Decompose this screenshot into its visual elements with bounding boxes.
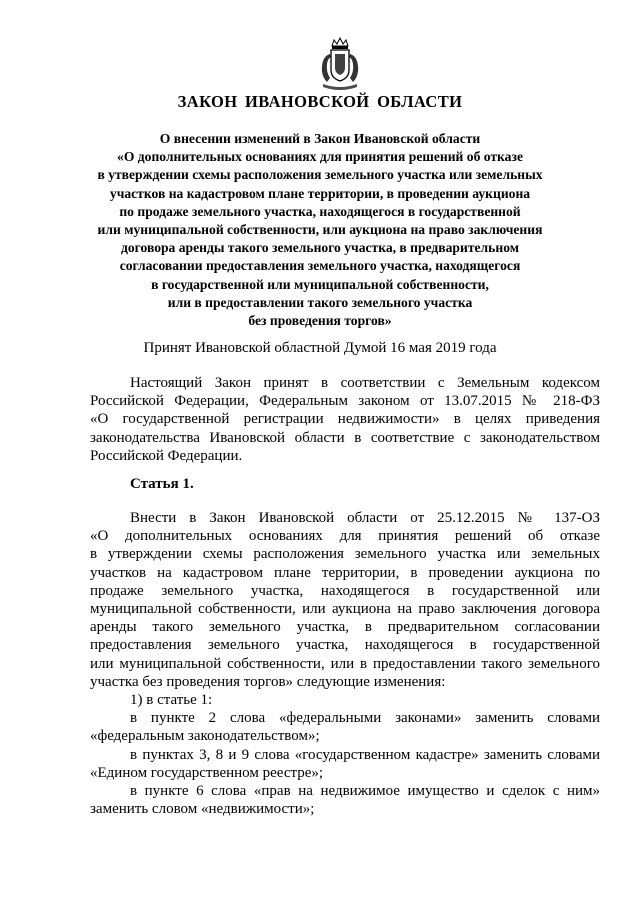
paragraph-line: в пункте 6 слова «прав на недвижимое имущество и сделок с ним»	[130, 783, 600, 800]
paragraph-line: продаже земельного участка, находящегося в государственной или	[90, 582, 600, 599]
paragraph-line: участка без проведения торгов» следующие изменения:	[90, 673, 446, 690]
law-title: ЗАКОН ИВАНОВСКОЙ ОБЛАСТИ	[177, 92, 463, 111]
subtitle-line: согласовании предоставления земельного участка, находящегося	[119, 258, 521, 274]
paragraph-line: законодательства Ивановской области в соответствие с законодательством	[90, 429, 600, 446]
paragraph-line: участков на кадастровом плане территории, в проведении аукциона по	[90, 564, 600, 581]
paragraph-line: в пунктах 3, 8 и 9 слова «государственном кадастре» заменить словами	[130, 746, 600, 763]
paragraph-line: предоставления земельного участка, находящегося в государственной	[90, 637, 600, 654]
law-subtitle	[60, 130, 580, 330]
subtitle-line: по продаже земельного участка, находящегося в государственной	[119, 203, 521, 219]
paragraph-line: муниципальной собственности, или аукциона на право заключения договора	[90, 601, 600, 618]
paragraph-line: Настоящий Закон принят в соответствии с Земельным кодексом	[130, 375, 600, 391]
article-heading: Статья 1.	[130, 476, 194, 492]
subtitle-line: в утверждении схемы расположения земельного участка или земельных	[97, 167, 543, 183]
subtitle-line: в государственной или муниципальной собственности,	[151, 276, 489, 292]
subtitle-line: «О дополнительных основаниях для принятия решений об отказе	[117, 149, 523, 165]
subtitle-line: участков на кадастровом плане территории, в проведении аукциона	[109, 185, 531, 201]
paragraph-line: аренды такого земельного участка, в предварительном согласовании	[90, 619, 600, 636]
adoption-note: Принят Ивановской областной Думой 16 мая 2019 года	[143, 340, 497, 356]
paragraph-line: в пункте 2 слова «федеральными законами» заменить словами	[130, 710, 600, 727]
paragraph-line: Российской Федерации.	[90, 447, 243, 464]
coat-of-arms-icon	[317, 36, 363, 92]
list-item: 1) в статье 1:	[130, 692, 213, 709]
paragraph-line: заменить словом «недвижимости»;	[90, 801, 315, 818]
paragraph-line: «О государственной регистрации недвижимости» в целях приведения	[90, 411, 600, 428]
intro-paragraph	[90, 374, 600, 465]
paragraph-line: в утверждении схемы расположения земельного участка или земельных	[90, 546, 600, 563]
subtitle-line: или в предоставлении такого земельного участка	[167, 294, 473, 310]
paragraph-line: «Едином государственном реестре»;	[90, 764, 324, 781]
paragraph-line: «О дополнительных основаниях для принятия решений об отказе	[90, 528, 600, 545]
subtitle-line: договора аренды такого земельного участка, в предварительном	[120, 240, 519, 256]
paragraph-line: или муниципальной собственности, или в предоставлении такого земельного	[90, 655, 600, 672]
paragraph-line: Российской Федерации, Федеральным законом от 13.07.2015 № 218-ФЗ	[90, 393, 600, 410]
article-body	[90, 509, 600, 818]
subtitle-line: О внесении изменений в Закон Ивановской области	[159, 131, 481, 146]
subtitle-line: или муниципальной собственности, или аукциона на право заключения	[97, 222, 543, 238]
subtitle-line: без проведения торгов»	[248, 313, 392, 329]
paragraph-line: «федеральным законодательством»;	[90, 728, 320, 745]
paragraph-line: Внести в Закон Ивановской области от 25.12.2015 № 137-ОЗ	[130, 510, 600, 526]
